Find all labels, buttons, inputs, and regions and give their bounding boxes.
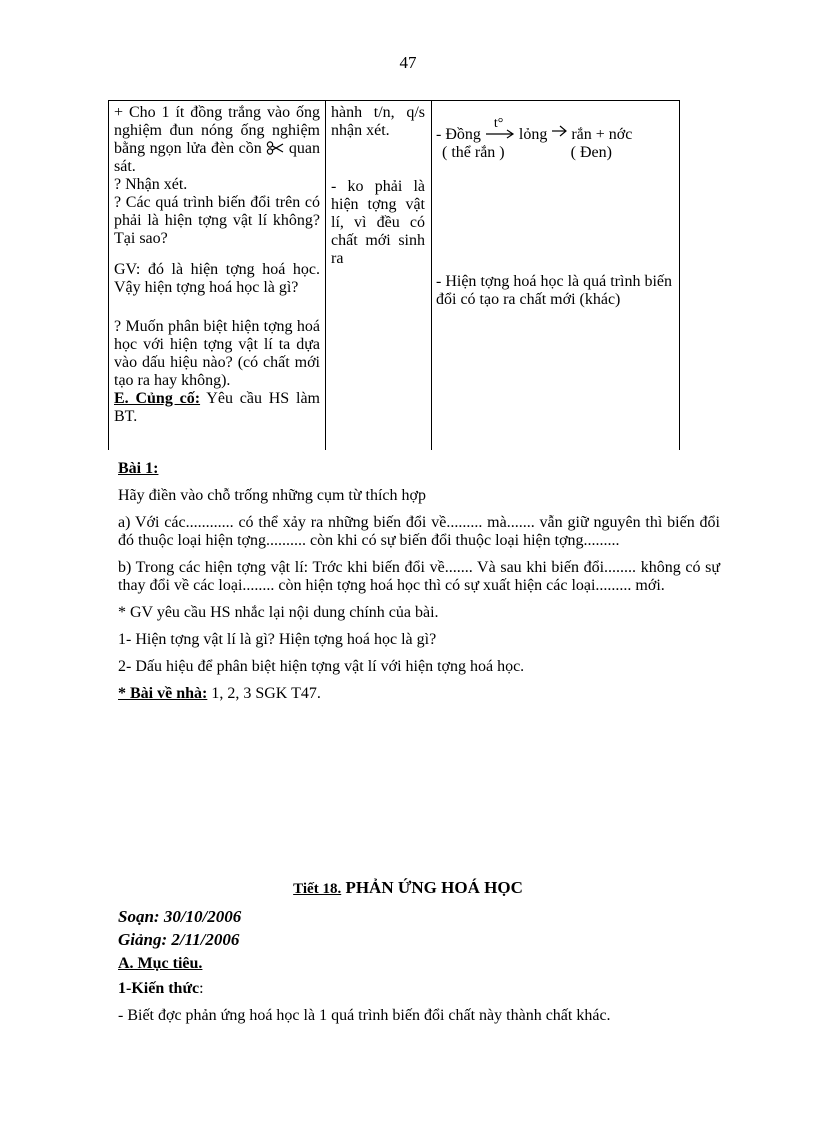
kien-thuc-line-1: - Biết đợc phản ứng hoá học là 1 quá trình biến đổi chất này thành chất khác.	[118, 1007, 611, 1024]
homework-line: * Bài về nhà: 1, 2, 3 SGK T47.	[118, 685, 321, 702]
muc-tieu-heading: A. Mục tiêu.	[118, 955, 203, 972]
col1-paragraph-6: E. Củng cố: Yêu cầu HS làm BT.	[114, 390, 320, 425]
exercise-section	[118, 460, 720, 703]
col1-paragraph-4: GV: đó là hiện tợng hoá học. Vậy hiện tợng hoá học là gì?	[114, 261, 320, 296]
homework-label: * Bài về nhà:	[118, 685, 208, 702]
col1-paragraph-5: ? Muốn phân biệt hiện tợng hoá học với hiện tợng vật lí ta dựa vào dấu hiệu nào? (có chất mới tạo ra hay không).	[114, 318, 320, 389]
col1-paragraph-1: + Cho 1 ít đồng trắng vào ống nghiệm đun nóng ống nghiệm bằng ngọn lửa đèn cồn quan sát.	[114, 104, 320, 175]
lesson-title-text: PHẢN ỨNG HOÁ HỌC	[345, 878, 523, 897]
col1-paragraph-2: ? Nhận xét.	[114, 176, 188, 193]
table-border-col2	[325, 100, 326, 450]
scissors-icon	[266, 140, 289, 157]
table-col-teacher	[114, 104, 320, 426]
bai1-heading: Bài 1:	[118, 460, 159, 477]
gv-note: * GV yêu cầu HS nhắc lại nội dung chính của bài.	[118, 604, 439, 621]
tiet-label: Tiết 18.	[293, 881, 342, 897]
reaction-equation: - Đồng t° lỏng rắn + nớc	[436, 116, 633, 143]
col2-paragraph-2: - ko phải là hiện tợng vật lí, vì đều có chất mới sinh ra	[331, 178, 425, 267]
cung-co-label: E. Củng cố:	[114, 390, 201, 407]
col1-paragraph-3: ? Các quá trình biến đổi trên có phải là hiện tợng vật lí không? Tại sao?	[114, 194, 320, 247]
exercise-instruction: Hãy điền vào chỗ trống những cụm từ thích hợp	[118, 487, 426, 504]
table-col-student	[331, 104, 425, 268]
col2-paragraph-1: hành t/n, q/s nhận xét.	[331, 104, 425, 139]
soan-date: Soạn: 30/10/2006	[118, 907, 242, 926]
table-top-border	[108, 100, 680, 101]
col3-paragraph-2: - Hiện tợng hoá học là quá trình biến đổi có tạo ra chất mới (khác)	[436, 273, 672, 308]
table-border-left	[108, 100, 109, 450]
lesson-title	[0, 879, 816, 898]
exercise-item-a: a) Với các............ có thể xảy ra những biến đổi về......... mà....... vẫn giữ nguyên thì biến đổi đó thuộc loại hiện tợng.......... còn khi có sự biến đổi thuộc loại hiện tợng.........	[118, 514, 720, 549]
giang-date: Giảng: 2/11/2006	[118, 930, 240, 949]
question-2: 2- Dấu hiệu để phân biệt hiện tợng vật lí với hiện tợng hoá học.	[118, 658, 525, 675]
page-number: 47	[399, 53, 417, 72]
table-col-content	[436, 116, 672, 309]
arrow-right-icon	[551, 126, 571, 143]
lesson-info	[118, 905, 720, 1025]
table-border-right	[679, 100, 680, 450]
heating-arrow-icon: t°	[485, 125, 515, 139]
question-1: 1- Hiện tợng vật lí là gì? Hiện tợng hoá học là gì?	[118, 631, 437, 648]
table-border-col3	[431, 100, 432, 450]
kien-thuc-heading: 1-Kiến thức:	[118, 980, 204, 997]
lesson-table	[108, 100, 680, 450]
reaction-labels: ( thể rắn ) ( Đen)	[442, 144, 612, 161]
exercise-item-b: b) Trong các hiện tợng vật lí: Trớc khi biến đổi về....... Và sau khi biến đổi........ không có sự thay đổi về các loại........ còn hiện tợng hoá học thì có sự xuất hiện các loại......... mới.	[118, 559, 720, 594]
